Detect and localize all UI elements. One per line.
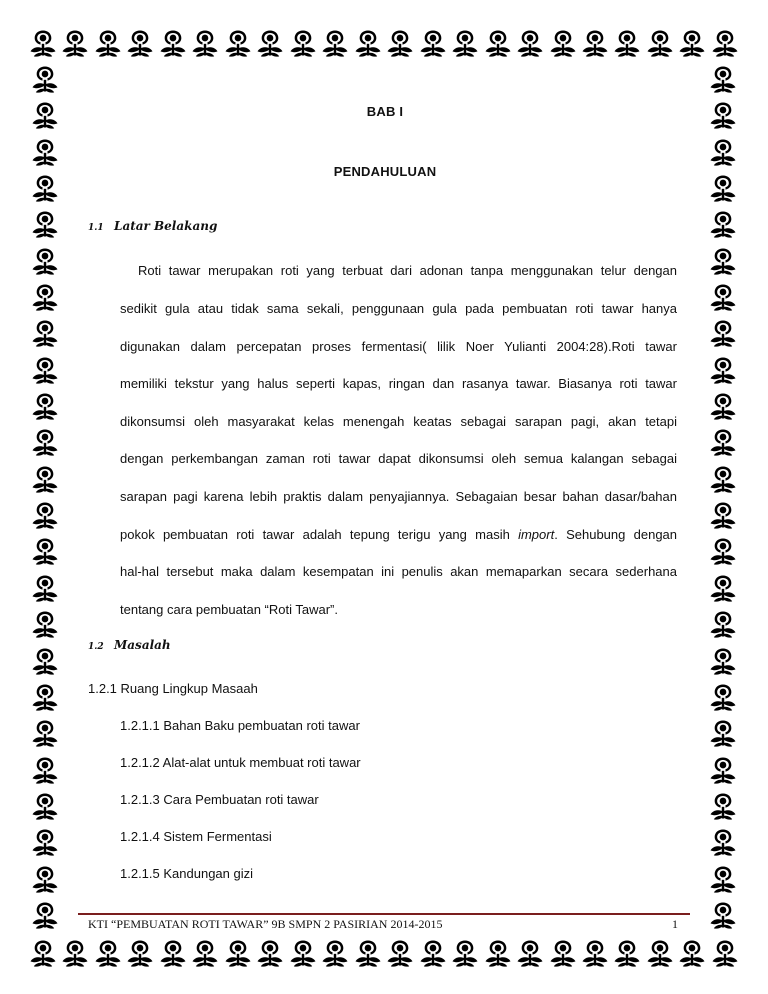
leaf-flower-ornament-icon <box>706 755 740 785</box>
paragraph-line: sedikit gula atau tidak sama sekali, penggunaan gula pada pembuatan roti tawar hanya <box>120 301 677 316</box>
list-item: 1.2.1.4 Sistem Fermentasi <box>120 829 272 844</box>
list-item: 1.2.1.1 Bahan Baku pembuatan roti tawar <box>120 718 360 733</box>
paragraph-line: hal-hal tersebut maka dalam kesempatan ini penulis akan memaparkan secara sederhana <box>120 564 677 579</box>
section-title: Latar Belakang <box>114 219 218 233</box>
leaf-flower-ornament-icon <box>515 936 545 970</box>
leaf-flower-ornament-icon <box>28 864 62 894</box>
section-title: Masalah <box>114 638 171 652</box>
leaf-flower-ornament-icon <box>710 936 740 970</box>
leaf-flower-ornament-icon <box>28 646 62 676</box>
section-number: 1.2 <box>88 642 104 652</box>
leaf-flower-ornament-icon <box>28 209 62 239</box>
leaf-flower-ornament-icon <box>385 26 415 60</box>
leaf-flower-ornament-icon <box>706 282 740 312</box>
leaf-flower-ornament-icon <box>706 827 740 857</box>
leaf-flower-ornament-icon <box>645 936 675 970</box>
section-heading-1-2 <box>88 638 171 652</box>
page-number: 1 <box>672 917 678 931</box>
leaf-flower-ornament-icon <box>93 936 123 970</box>
leaf-flower-ornament-icon <box>353 26 383 60</box>
paragraph-line: sarapan pagi karena lebih praktis dalam penyajiannya. Sebagaian besar bahan dasar/bahan <box>120 489 677 504</box>
leaf-flower-ornament-icon <box>28 827 62 857</box>
subsection-heading: 1.2.1 Ruang Lingkup Masaah <box>88 681 258 696</box>
leaf-flower-ornament-icon <box>28 791 62 821</box>
leaf-flower-ornament-icon <box>28 755 62 785</box>
leaf-flower-ornament-icon <box>60 936 90 970</box>
leaf-flower-ornament-icon <box>353 936 383 970</box>
leaf-flower-ornament-icon <box>450 936 480 970</box>
leaf-flower-ornament-icon <box>288 936 318 970</box>
line-text: pokok pembuatan roti tawar adalah tepung terigu yang masih <box>120 527 519 542</box>
leaf-flower-ornament-icon <box>28 173 62 203</box>
leaf-flower-ornament-icon <box>677 26 707 60</box>
leaf-flower-ornament-icon <box>515 26 545 60</box>
leaf-flower-ornament-icon <box>320 936 350 970</box>
leaf-flower-ornament-icon <box>706 609 740 639</box>
leaf-flower-ornament-icon <box>28 609 62 639</box>
leaf-flower-ornament-icon <box>28 718 62 748</box>
leaf-flower-ornament-icon <box>706 391 740 421</box>
section-heading-1-1 <box>88 219 217 233</box>
leaf-flower-ornament-icon <box>28 64 62 94</box>
leaf-flower-ornament-icon <box>28 26 58 60</box>
paragraph-line: tentang cara pembuatan “Roti Tawar”. <box>120 602 338 617</box>
chapter-number: BAB I <box>366 104 404 119</box>
leaf-flower-ornament-icon <box>288 26 318 60</box>
leaf-flower-ornament-icon <box>28 246 62 276</box>
paragraph-line <box>120 527 677 545</box>
leaf-flower-ornament-icon <box>706 246 740 276</box>
leaf-flower-ornament-icon <box>28 500 62 530</box>
leaf-flower-ornament-icon <box>28 355 62 385</box>
leaf-flower-ornament-icon <box>223 936 253 970</box>
ornamental-border-left <box>28 64 64 930</box>
leaf-flower-ornament-icon <box>677 936 707 970</box>
leaf-flower-ornament-icon <box>580 936 610 970</box>
leaf-flower-ornament-icon <box>28 573 62 603</box>
leaf-flower-ornament-icon <box>125 26 155 60</box>
leaf-flower-ornament-icon <box>223 26 253 60</box>
paragraph-line: Roti tawar merupakan roti yang terbuat dari adonan tanpa menggunakan telur dengan <box>138 263 677 278</box>
list-item: 1.2.1.3 Cara Pembuatan roti tawar <box>120 792 319 807</box>
leaf-flower-ornament-icon <box>645 26 675 60</box>
leaf-flower-ornament-icon <box>706 791 740 821</box>
leaf-flower-ornament-icon <box>706 718 740 748</box>
leaf-flower-ornament-icon <box>706 573 740 603</box>
ornamental-border-top <box>28 26 740 62</box>
leaf-flower-ornament-icon <box>385 936 415 970</box>
leaf-flower-ornament-icon <box>450 26 480 60</box>
leaf-flower-ornament-icon <box>158 936 188 970</box>
leaf-flower-ornament-icon <box>706 536 740 566</box>
leaf-flower-ornament-icon <box>706 318 740 348</box>
leaf-flower-ornament-icon <box>706 864 740 894</box>
leaf-flower-ornament-icon <box>706 173 740 203</box>
leaf-flower-ornament-icon <box>158 26 188 60</box>
paragraph-line: dikonsumsi oleh masyarakat kelas menengah keatas sebagai sarapan pagi, akan tetapi <box>120 414 677 429</box>
leaf-flower-ornament-icon <box>418 936 448 970</box>
paragraph-line: dengan perkembangan zaman roti tawar dapat dikonsumsi oleh semua kalangan sebagai <box>120 451 677 466</box>
ornamental-border-right <box>706 64 742 930</box>
paragraph-line: digunakan dalam percepatan proses fermentasi( lilik Noer Yulianti 2004:28).Roti tawar <box>120 339 677 354</box>
leaf-flower-ornament-icon <box>706 355 740 385</box>
leaf-flower-ornament-icon <box>483 936 513 970</box>
section-number: 1.1 <box>88 223 104 233</box>
leaf-flower-ornament-icon <box>28 464 62 494</box>
leaf-flower-ornament-icon <box>548 936 578 970</box>
leaf-flower-ornament-icon <box>28 137 62 167</box>
leaf-flower-ornament-icon <box>706 682 740 712</box>
leaf-flower-ornament-icon <box>706 646 740 676</box>
leaf-flower-ornament-icon <box>548 26 578 60</box>
leaf-flower-ornament-icon <box>706 209 740 239</box>
leaf-flower-ornament-icon <box>190 936 220 970</box>
leaf-flower-ornament-icon <box>706 500 740 530</box>
leaf-flower-ornament-icon <box>418 26 448 60</box>
leaf-flower-ornament-icon <box>28 427 62 457</box>
leaf-flower-ornament-icon <box>28 936 58 970</box>
leaf-flower-ornament-icon <box>125 936 155 970</box>
leaf-flower-ornament-icon <box>580 26 610 60</box>
leaf-flower-ornament-icon <box>612 26 642 60</box>
leaf-flower-ornament-icon <box>60 26 90 60</box>
leaf-flower-ornament-icon <box>706 100 740 130</box>
footer-text: KTI “PEMBUATAN ROTI TAWAR” 9B SMPN 2 PASIRIAN 2014-2015 <box>88 917 443 931</box>
leaf-flower-ornament-icon <box>706 137 740 167</box>
leaf-flower-ornament-icon <box>28 282 62 312</box>
leaf-flower-ornament-icon <box>706 464 740 494</box>
line-text: . Sehubung dengan <box>554 527 678 542</box>
italic-term: import <box>518 527 555 542</box>
leaf-flower-ornament-icon <box>483 26 513 60</box>
list-item: 1.2.1.2 Alat-alat untuk membuat roti tawar <box>120 755 361 770</box>
leaf-flower-ornament-icon <box>255 26 285 60</box>
leaf-flower-ornament-icon <box>28 536 62 566</box>
chapter-title: PENDAHULUAN <box>333 164 437 179</box>
leaf-flower-ornament-icon <box>320 26 350 60</box>
leaf-flower-ornament-icon <box>706 64 740 94</box>
leaf-flower-ornament-icon <box>710 26 740 60</box>
leaf-flower-ornament-icon <box>93 26 123 60</box>
leaf-flower-ornament-icon <box>28 391 62 421</box>
leaf-flower-ornament-icon <box>28 318 62 348</box>
list-item: 1.2.1.5 Kandungan gizi <box>120 866 253 881</box>
leaf-flower-ornament-icon <box>28 100 62 130</box>
leaf-flower-ornament-icon <box>612 936 642 970</box>
paragraph-line: memiliki tekstur yang halus seperti kapas, ringan dan rasanya tawar. Biasanya roti tawar <box>120 376 677 391</box>
footer-rule <box>78 913 690 915</box>
leaf-flower-ornament-icon <box>706 900 740 930</box>
leaf-flower-ornament-icon <box>706 427 740 457</box>
ornamental-border-bottom <box>28 936 740 972</box>
leaf-flower-ornament-icon <box>28 682 62 712</box>
leaf-flower-ornament-icon <box>190 26 220 60</box>
leaf-flower-ornament-icon <box>28 900 62 930</box>
leaf-flower-ornament-icon <box>255 936 285 970</box>
